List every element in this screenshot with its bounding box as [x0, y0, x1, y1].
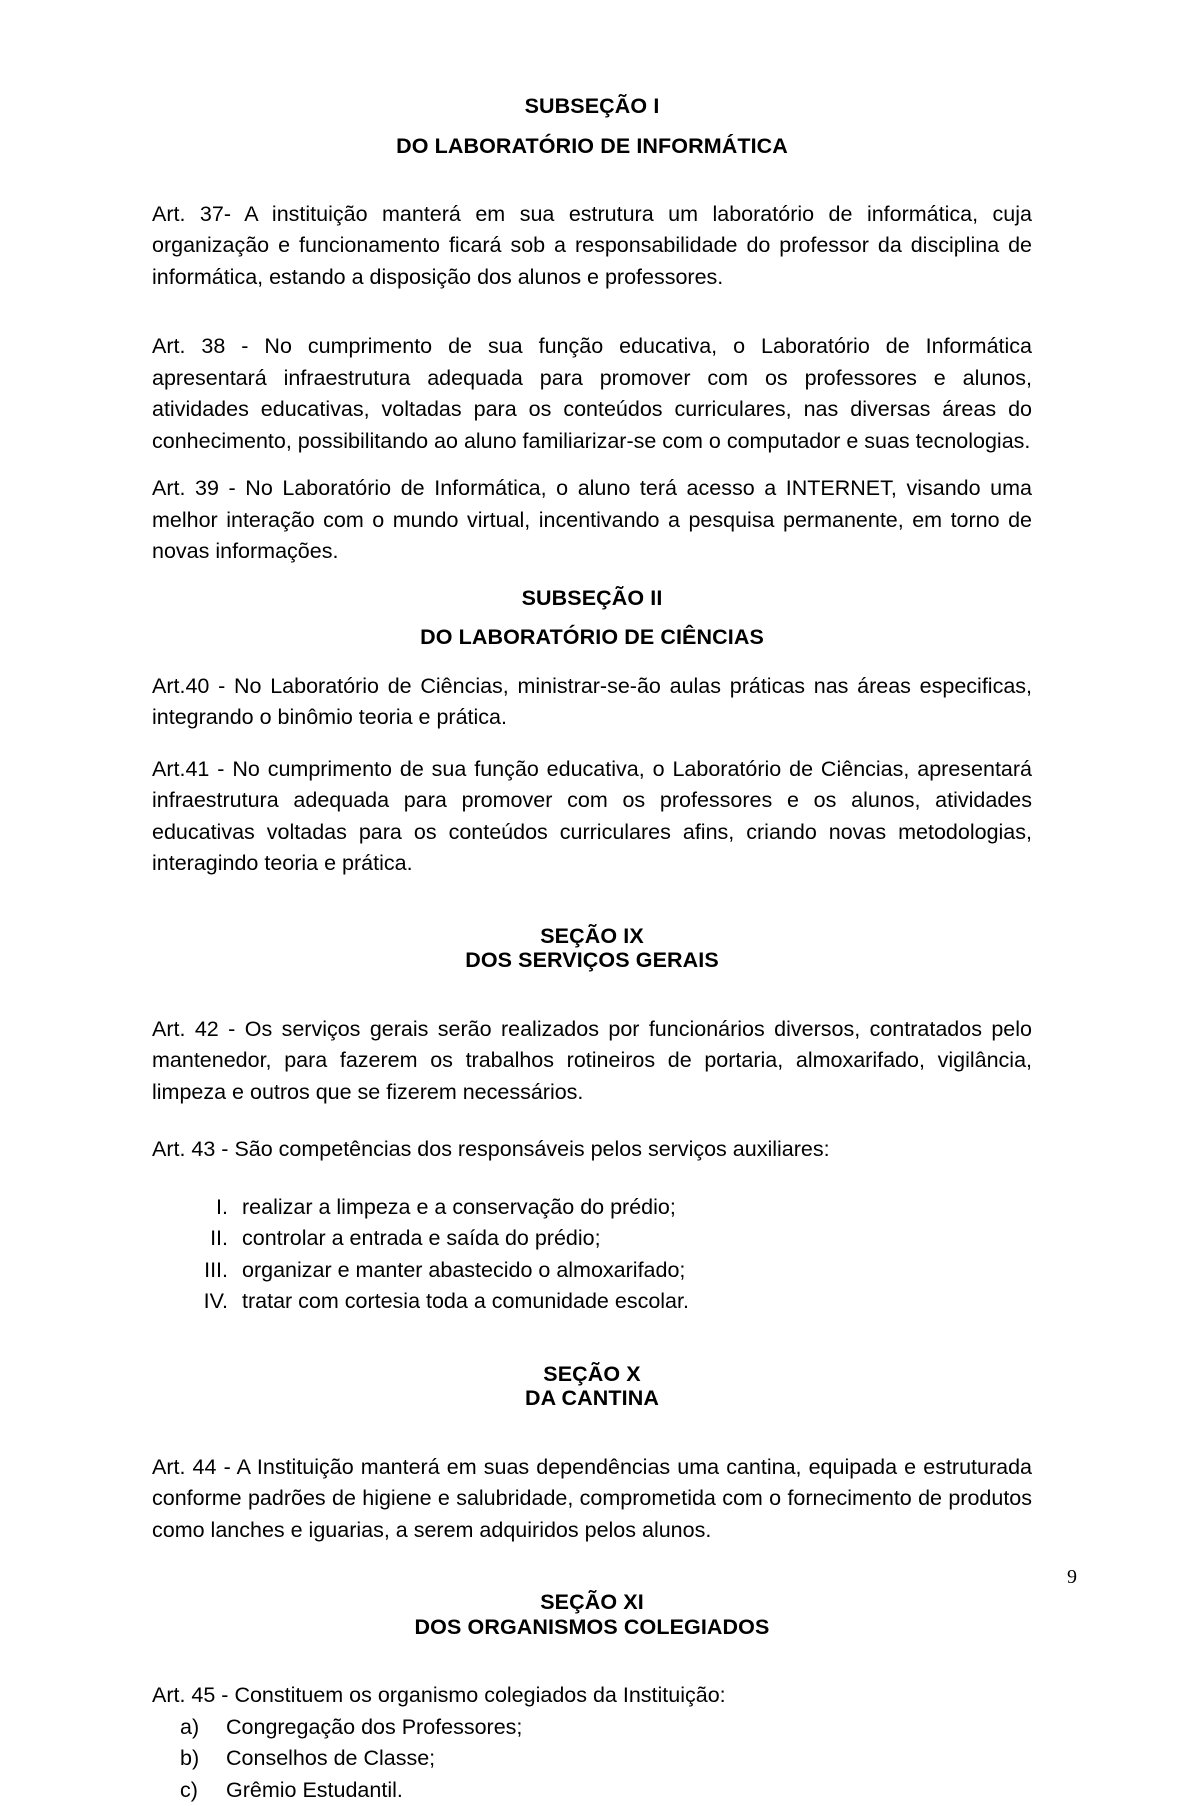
list-item-marker: b) [180, 1746, 200, 1771]
list-item-label: controlar a entrada e saída do prédio; [242, 1226, 601, 1251]
heading-secao-10-line2: DA CANTINA [525, 1386, 659, 1411]
list-item-label: Congregação dos Professores; [226, 1714, 523, 1739]
list-item-label: Grêmio Estudantil. [226, 1777, 403, 1802]
list-item [180, 1743, 1032, 1774]
list-item [174, 1286, 1032, 1317]
heading-secao-11-line2: DOS ORGANISMOS COLEGIADOS [414, 1614, 770, 1639]
spacer [152, 1638, 1032, 1680]
article-43-paragraph: Art. 43 - São competências dos responsáveis pelos serviços auxiliares: [152, 1137, 830, 1162]
article-43-list [152, 1192, 1032, 1318]
spacer [152, 734, 1032, 754]
list-item-label: organizar e manter abastecido o almoxarifado; [242, 1257, 686, 1282]
heading-secao-11 [152, 1592, 1032, 1638]
heading-secao-11-line1: SEÇÃO XI [540, 1590, 644, 1615]
heading-secao-9-line1: SEÇÃO IX [540, 923, 644, 948]
page-content [152, 96, 1032, 1806]
heading-subsecao-1-line1: SUBSEÇÃO I [524, 94, 660, 118]
article-42-paragraph: Art. 42 - Os serviços gerais serão realizados por funcionários diversos, contratados pelo mantenedor, para fazerem os trabalhos rotineiros de portaria, almoxarifado, vigilância, limpeza e outros que se fizerem necessários. [152, 1016, 1032, 1104]
spacer [152, 1318, 1032, 1364]
article-44-paragraph: Art. 44 - A Instituição manterá em suas dependências uma cantina, equipada e estruturada conforme padrões de higiene e salubridade, comprometida com o fornecimento de produtos como lanches e iguarias, a serem adquiridos pelos alunos. [152, 1454, 1032, 1542]
list-item-marker: a) [180, 1714, 200, 1739]
article-39-paragraph: Art. 39 - No Laboratório de Informática, o aluno terá acesso a INTERNET, visando uma melhor interação com o mundo virtual, incentivando a pesquisa permanente, em torno de novas informações. [152, 476, 1032, 564]
list-item [174, 1255, 1032, 1286]
page-number: 9 [1067, 1566, 1077, 1588]
article-38-paragraph: Art. 38 - No cumprimento de sua função educativa, o Laboratório de Informática apresentará infraestrutura adequada para promover com os professores e alunos, atividades educativas, voltadas para os conteúdos curriculares, nas diversas áreas do conhecimento, possibilitando ao aluno familiarizar-se com o computador e suas tecnologias. [152, 334, 1032, 453]
spacer [152, 880, 1032, 926]
spacer [152, 1546, 1032, 1592]
list-item-marker: II. [210, 1226, 228, 1251]
heading-secao-10 [152, 1361, 1032, 1411]
spacer [152, 972, 1032, 1014]
article-45-list [152, 1712, 1032, 1806]
heading-subsecao-2-line2: DO LABORATÓRIO DE CIÊNCIAS [420, 625, 764, 650]
spacer [152, 1108, 1032, 1134]
article-37-paragraph: Art. 37- A instituição manterá em sua estrutura um laboratório de informática, cuja organização e funcionamento ficará sob a responsabilidade do professor da disciplina de informática, estando a disposição dos alunos e professores. [152, 202, 1032, 289]
spacer [152, 157, 1032, 199]
spacer [152, 1410, 1032, 1452]
article-45-paragraph: Art. 45 - Constituem os organismo colegiados da Instituição: [152, 1683, 726, 1708]
list-item-marker: c) [180, 1777, 198, 1802]
list-item-marker: I. [216, 1194, 228, 1219]
list-item-marker: IV. [203, 1289, 228, 1314]
list-item [180, 1712, 1032, 1743]
list-item-label: Conselhos de Classe; [226, 1746, 436, 1771]
list-item [174, 1192, 1032, 1223]
article-41-paragraph: Art.41 - No cumprimento de sua função educativa, o Laboratório de Ciências, apresentará infraestrutura adequada para promover com os professores e os alunos, atividades educativas voltadas para os conteúdos curriculares afins, criando novas metodologias, interagindo teoria e prática. [152, 756, 1032, 876]
spacer [152, 649, 1032, 671]
heading-subsecao-1-line2: DO LABORATÓRIO DE INFORMÁTICA [396, 133, 788, 158]
spacer [152, 457, 1032, 473]
heading-secao-10-line1: SEÇÃO X [543, 1361, 641, 1386]
heading-subsecao-2-line1: SUBSEÇÃO II [521, 585, 663, 610]
heading-subsecao-1 [152, 96, 1032, 157]
list-item-label: realizar a limpeza e a conservação do prédio; [242, 1194, 676, 1219]
heading-subsecao-2 [152, 585, 1032, 650]
list-item [174, 1223, 1032, 1254]
heading-secao-9 [152, 923, 1032, 973]
spacer [152, 1166, 1032, 1192]
article-40-paragraph: Art.40 - No Laboratório de Ciências, ministrar-se-ão aulas práticas nas áreas especificas, integrando o binômio teoria e prática. [152, 673, 1032, 730]
spacer [152, 293, 1032, 331]
list-item-label: tratar com cortesia toda a comunidade escolar. [242, 1289, 689, 1314]
spacer [152, 568, 1032, 588]
list-item [180, 1775, 1032, 1806]
list-item-marker: III. [204, 1257, 228, 1282]
heading-secao-9-line2: DOS SERVIÇOS GERAIS [465, 948, 719, 973]
